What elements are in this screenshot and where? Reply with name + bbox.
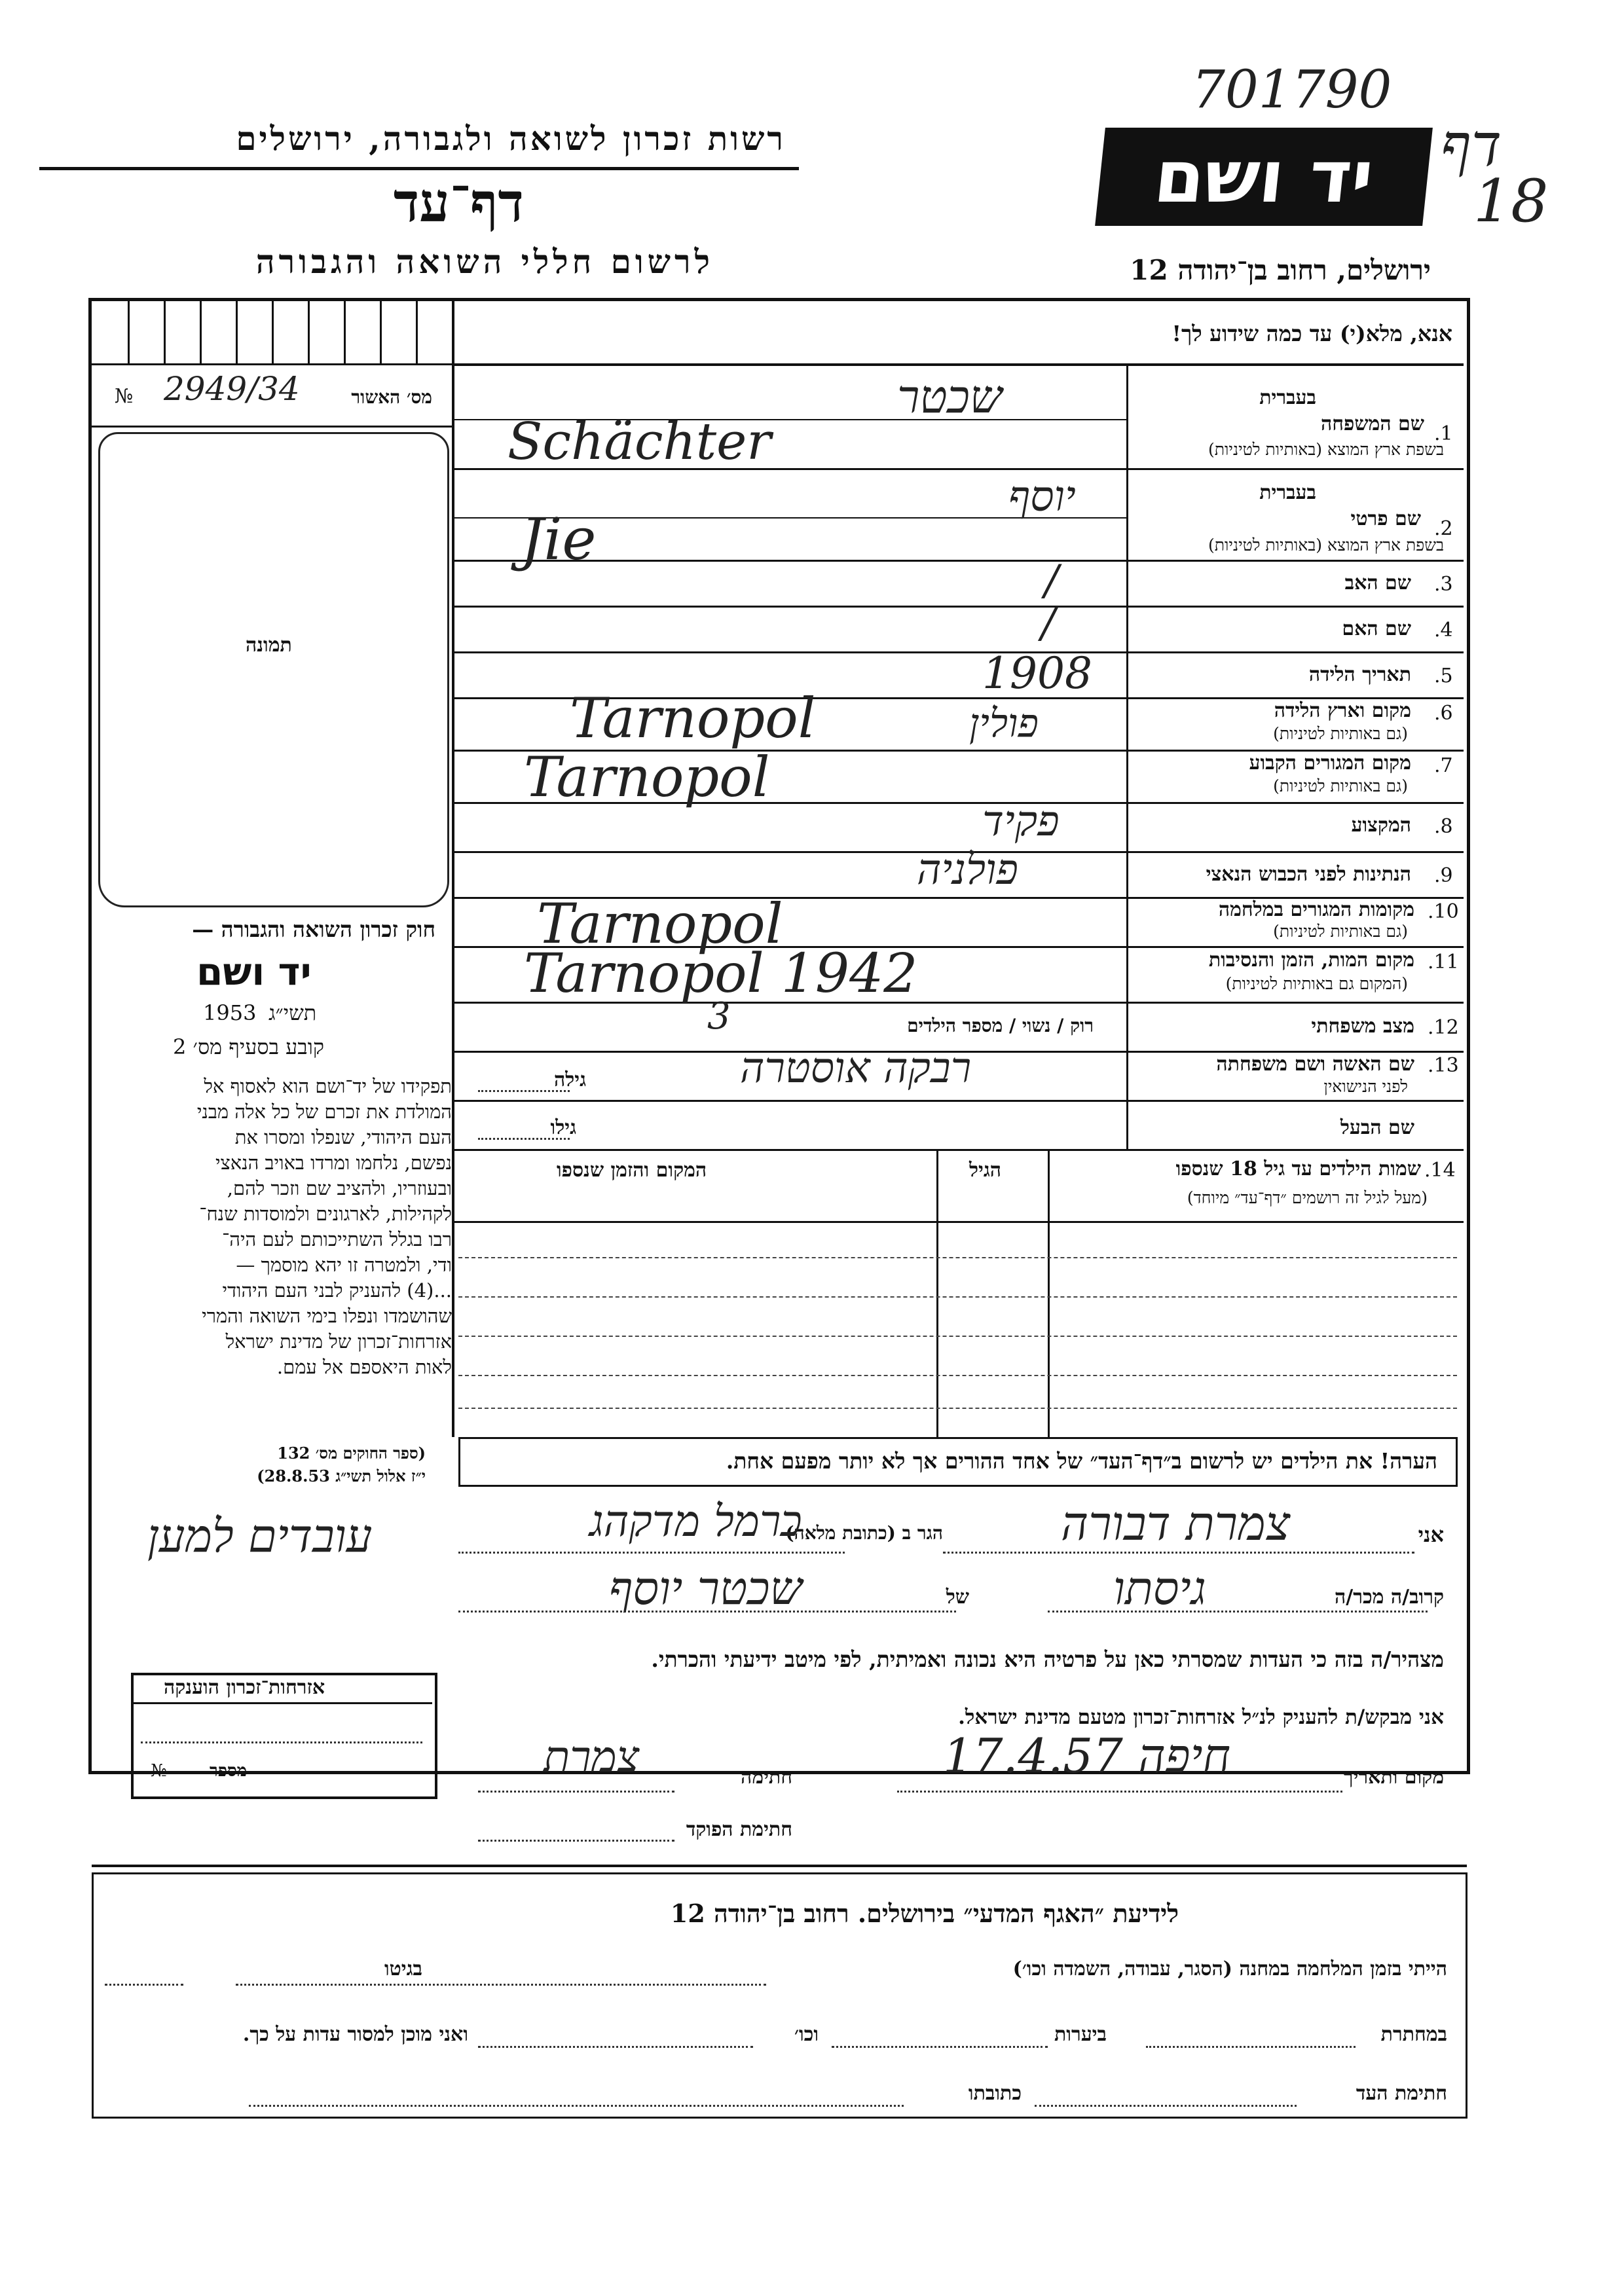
field-1-label: שם המשפחה	[1320, 412, 1424, 435]
field-11-label: מקום המות, הזמן והנסיבות	[1208, 949, 1414, 972]
children-row	[458, 1296, 1457, 1298]
photo-column-divider	[452, 301, 454, 1437]
field-9-number: 9.	[1434, 864, 1453, 887]
birth-country[interactable]: פולין	[969, 701, 1039, 746]
logo	[1095, 128, 1433, 226]
law-footnote-1: (ספר החוקים מס׳ 132	[277, 1444, 426, 1463]
field-13-sub: לפני הנישואין	[1323, 1077, 1408, 1096]
info-line3-field-b[interactable]	[249, 2105, 904, 2107]
place-date-value[interactable]: חיפה 17.4.57	[943, 1728, 1231, 1783]
corner-note-number: 18	[1473, 167, 1549, 236]
tick	[308, 301, 310, 363]
tick	[380, 301, 382, 363]
family-name-hebrew[interactable]: שכטר	[897, 370, 1003, 424]
field-4-number: 4.	[1434, 619, 1453, 642]
field-11-sub: (המקום גם באותיות לטיניות)	[1225, 974, 1408, 993]
relation-line	[1048, 1611, 1428, 1613]
resident-label: הגר ב (כתובת מלאה)	[785, 1522, 943, 1544]
husband-age-label: גילו	[550, 1116, 576, 1139]
law-body	[98, 1074, 452, 1380]
father-name[interactable]: /	[1044, 556, 1059, 605]
children-col-divider	[936, 1149, 938, 1437]
declarant-address-line	[458, 1552, 845, 1554]
field-6-number: 6.	[1434, 702, 1453, 725]
info-line2-c: וכו׳	[794, 2023, 819, 2046]
tick	[128, 301, 130, 363]
wife-age-field[interactable]	[478, 1090, 570, 1092]
approval-no-mark: №	[115, 385, 134, 408]
note-text: הערה! את הילדים יש לרשום ב״דף־העד״ של אחד ההורים אך לא יותר מפעם אחת.	[726, 1448, 1437, 1474]
law-line: תפקידו של יד־ושם הוא לאסוף אל	[204, 1075, 452, 1097]
field-5-label: תאריך הלידה	[1308, 663, 1411, 686]
law-line: לקהילות, לארגונים ולמוסדות שנח־	[199, 1203, 452, 1225]
field-2-number: 2.	[1434, 517, 1453, 540]
info-line3-field-a[interactable]	[1035, 2105, 1297, 2107]
declarant-name-line	[943, 1552, 1414, 1554]
tick	[344, 301, 346, 363]
field-10-label: מקומות המגורים במלחמה	[1218, 898, 1414, 921]
field-3-number: 3.	[1434, 573, 1453, 596]
info-line2-d: ואני מוכן למסור עדות על כך.	[242, 2023, 468, 2046]
citizenship-line	[141, 1741, 422, 1743]
declarant-address[interactable]: כרמל מדקהג	[589, 1496, 802, 1546]
logo-text: יד ושם	[1150, 135, 1378, 219]
tick	[164, 301, 166, 363]
field-6-label: מקום וארץ הלידה	[1274, 699, 1411, 722]
field-7-label: מקום המגורים הקבוע	[1249, 752, 1411, 774]
marital-options: רוק / נשוי / מספר הילדים	[907, 1015, 1094, 1036]
children-count[interactable]: 3	[707, 995, 731, 1038]
declarant-address-cont[interactable]: עובדים למען	[147, 1509, 373, 1563]
law-name: יד ושם	[196, 949, 312, 994]
children-col-divider	[1048, 1149, 1050, 1437]
of-value[interactable]: שכטר יוסף	[609, 1561, 803, 1615]
info-line2-b: ביערות	[1054, 2023, 1107, 2046]
header-divider	[39, 167, 799, 170]
citizenship-no-mark: №	[151, 1761, 167, 1781]
declarant-prefix: אני	[1418, 1522, 1444, 1547]
field-8-number: 8.	[1434, 815, 1453, 838]
info-line1-a: הייתי בזמן המלחמה במחנה (הסגר, עבודה, השמדה וכו׳)	[1012, 1958, 1447, 1980]
photo-frame	[98, 432, 449, 907]
children-col-age: הגיל	[969, 1159, 1002, 1182]
field-7-number: 7.	[1434, 754, 1453, 777]
tick	[200, 301, 202, 363]
field-8-label: המקצוע	[1351, 814, 1411, 837]
info-top-line	[92, 1865, 1467, 1867]
declarant-name[interactable]: צמרת דבורה	[1061, 1496, 1291, 1551]
field-2-label: שם פרטי	[1350, 507, 1421, 530]
law-year-num: 1953	[203, 1000, 257, 1025]
photo-label: תמונה	[246, 634, 292, 657]
law-line: המולדת את זכרם של כל אלה מבני	[196, 1101, 452, 1123]
field-10-number: 10.	[1428, 900, 1459, 923]
tick	[272, 301, 274, 363]
label-column-divider	[1126, 363, 1128, 1149]
first-name-hebrew[interactable]: יוסף	[1008, 473, 1076, 521]
law-year-heb: תשי״ג	[268, 1000, 317, 1025]
info-line3-a: חתימת העד	[1356, 2082, 1447, 2105]
info-line1-field[interactable]	[236, 1984, 766, 1986]
signature-line	[478, 1791, 674, 1793]
form-title: דף־עד	[393, 172, 524, 234]
info-line2-field-b[interactable]	[832, 2046, 1048, 2048]
children-label: שמות הילדים עד גיל 18 שנספו	[1175, 1157, 1421, 1180]
tick	[416, 301, 418, 363]
field-6-sub: (גם באותיות לטיניות)	[1273, 724, 1408, 743]
info-line1-b: בגיטו	[384, 1958, 422, 1980]
org-line: רשות זכרון לשואה ולגבורה, ירושלים	[236, 119, 786, 158]
of-label: של	[946, 1586, 969, 1609]
place-date-line	[897, 1791, 1342, 1793]
law-heading: חוק זכרון השואה והגבורה —	[192, 917, 435, 942]
field-1-hebrew-tag: בעברית	[1259, 386, 1316, 409]
field-13-number: 13.	[1428, 1054, 1459, 1077]
info-line2-field-c[interactable]	[478, 2046, 753, 2048]
field-7-sub: (גם באותיות לטיניות)	[1273, 776, 1408, 795]
children-col-place: המקום והזמן שנספו	[557, 1159, 707, 1182]
info-title: לידיעת ״האגף המדעי״ בירושלים. רחוב בן־יהודה 12	[670, 1899, 1179, 1928]
law-line: נפשם, נלחמו ומרדו באויב הנאצי	[215, 1152, 452, 1174]
field-13-label: שם האשה ושם משפחתה	[1216, 1053, 1414, 1076]
first-name-latin[interactable]: Jie	[521, 505, 597, 573]
citizenship-number-label: מספר	[210, 1761, 248, 1781]
law-footnote-2: י״ז אלול תשי״ג 28.8.53)	[257, 1467, 426, 1485]
children-header-line	[452, 1221, 1464, 1223]
birth-date[interactable]: 1908	[982, 648, 1092, 699]
law-line: העם היהודי, שנפלו ומסרו את	[234, 1126, 452, 1148]
children-row	[458, 1336, 1457, 1337]
law-line: ודי, ולמטרה זו יהא מוסמך —	[236, 1254, 452, 1276]
children-row	[458, 1375, 1457, 1376]
row-line	[452, 651, 1464, 653]
approval-bottom-line	[92, 426, 452, 428]
relation-label: קרוב/ה מכר/ה	[1335, 1586, 1444, 1609]
signature-label: חתימה	[741, 1766, 792, 1789]
archive-number: 701790	[1192, 59, 1392, 120]
field-3-label: שם האב	[1344, 572, 1411, 594]
law-line: לאות היאספם אל עמם.	[276, 1356, 452, 1378]
request-text: אני מבקש/ת להעניק לנ״ל אזרחות־זכרון מטעם מדינת ישראל.	[958, 1705, 1444, 1729]
place-date-label: מקום ותאריך	[1343, 1766, 1444, 1789]
approval-top-line	[92, 363, 452, 365]
officer-signature-line	[478, 1840, 674, 1842]
form-subtitle: לרשום חללי השואה והגבורה	[255, 242, 714, 281]
citizenship-title: אזרחות־זכרון הוענקה	[164, 1676, 325, 1699]
wife-name[interactable]: רבקה אוסטרה	[740, 1044, 972, 1093]
law-clause: קובע בסעיף מס׳ 2	[173, 1034, 324, 1059]
death-place-date[interactable]: Tarnopol 1942	[524, 943, 918, 1005]
intro-line: אנא, מלא(י) עד כמה שידוע לך!	[1172, 321, 1452, 346]
tick	[236, 301, 238, 363]
declaration-text: מצהיר/ה בזה כי העדות שמסרתי כאן על פרטיה היא נכונה ואמיתית, לפי מיטב ידיעתי והכרתי.	[651, 1647, 1444, 1672]
corner-note: דף	[1441, 111, 1502, 180]
field-12-label: מצב משפחתי	[1311, 1015, 1414, 1038]
row-line	[452, 1149, 1464, 1151]
law-line: ...(4) להעניק לבני העם היהודי	[222, 1279, 452, 1302]
birth-place[interactable]: Tarnopol	[570, 686, 816, 750]
field-2-hebrew-tag: בעברית	[1259, 481, 1316, 504]
row-line	[452, 606, 1464, 608]
law-line: ובעוזריו, ולהציב שם וזכר להם,	[227, 1177, 452, 1199]
field-11-number: 11.	[1428, 951, 1459, 974]
info-line2-field-a[interactable]	[1146, 2046, 1356, 2048]
field-1-latin-tag: בשפת ארץ המוצא (באותיות לטיניות)	[1208, 440, 1444, 459]
children-sub: (מעל לגיל זה רושמים ״דף־עד״ מיוחד)	[1187, 1188, 1428, 1207]
row-line	[452, 1100, 1464, 1102]
mother-name[interactable]: /	[1041, 599, 1056, 647]
profession[interactable]: פקיד	[982, 797, 1060, 846]
intro-divider	[452, 363, 1464, 366]
approval-number: 2949/34	[164, 370, 300, 408]
info-line1-field-b[interactable]	[105, 1984, 183, 1986]
field-2-latin-tag: בשפת ארץ המוצא (באותיות לטיניות)	[1208, 536, 1444, 555]
husband-age-field[interactable]	[478, 1138, 570, 1140]
field-9-label: הנתינות לפני הכבוש הנאצי	[1206, 863, 1411, 886]
info-line2-a: במחתרת	[1380, 2023, 1447, 2046]
row-line	[452, 560, 1464, 562]
law-line: אזרחות־זכרון של מדינת ישראל	[225, 1330, 452, 1353]
family-name-latin[interactable]: Schächter	[507, 412, 771, 471]
law-line: שהושמדו ונפלו בימי השואה והמרי	[202, 1305, 452, 1327]
field-1-number: 1.	[1434, 422, 1453, 445]
citizenship-box-divider	[134, 1702, 432, 1704]
residence[interactable]: Tarnopol	[524, 745, 770, 809]
officer-signature-label: חתימת הפוקד	[686, 1818, 792, 1841]
field-5-number: 5.	[1434, 665, 1453, 687]
husband-label: שם הבעל	[1340, 1116, 1414, 1139]
nationality[interactable]: פולניה	[917, 846, 1018, 894]
approval-label: מס׳ האשור	[351, 386, 432, 408]
field-12-number: 12.	[1428, 1016, 1459, 1039]
wartime-residence[interactable]: Tarnopol	[537, 892, 783, 956]
wife-age-label: גילה	[553, 1068, 586, 1091]
info-line3-b: כתובתו	[968, 2082, 1022, 2105]
children-row	[458, 1408, 1457, 1409]
field-10-sub: (גם באותיות לטיניות)	[1273, 922, 1408, 941]
relation-value[interactable]: גיסתו	[1113, 1561, 1206, 1615]
law-line: רבו בגלל השתייכותם לעם היה־	[222, 1228, 452, 1250]
children-row	[458, 1257, 1457, 1258]
children-number: 14.	[1424, 1159, 1456, 1182]
signature-value[interactable]: צמרת	[544, 1732, 640, 1782]
address: ירושלים, רחוב בן־יהודה 12	[1130, 254, 1431, 286]
field-4-label: שם האם	[1342, 617, 1411, 640]
